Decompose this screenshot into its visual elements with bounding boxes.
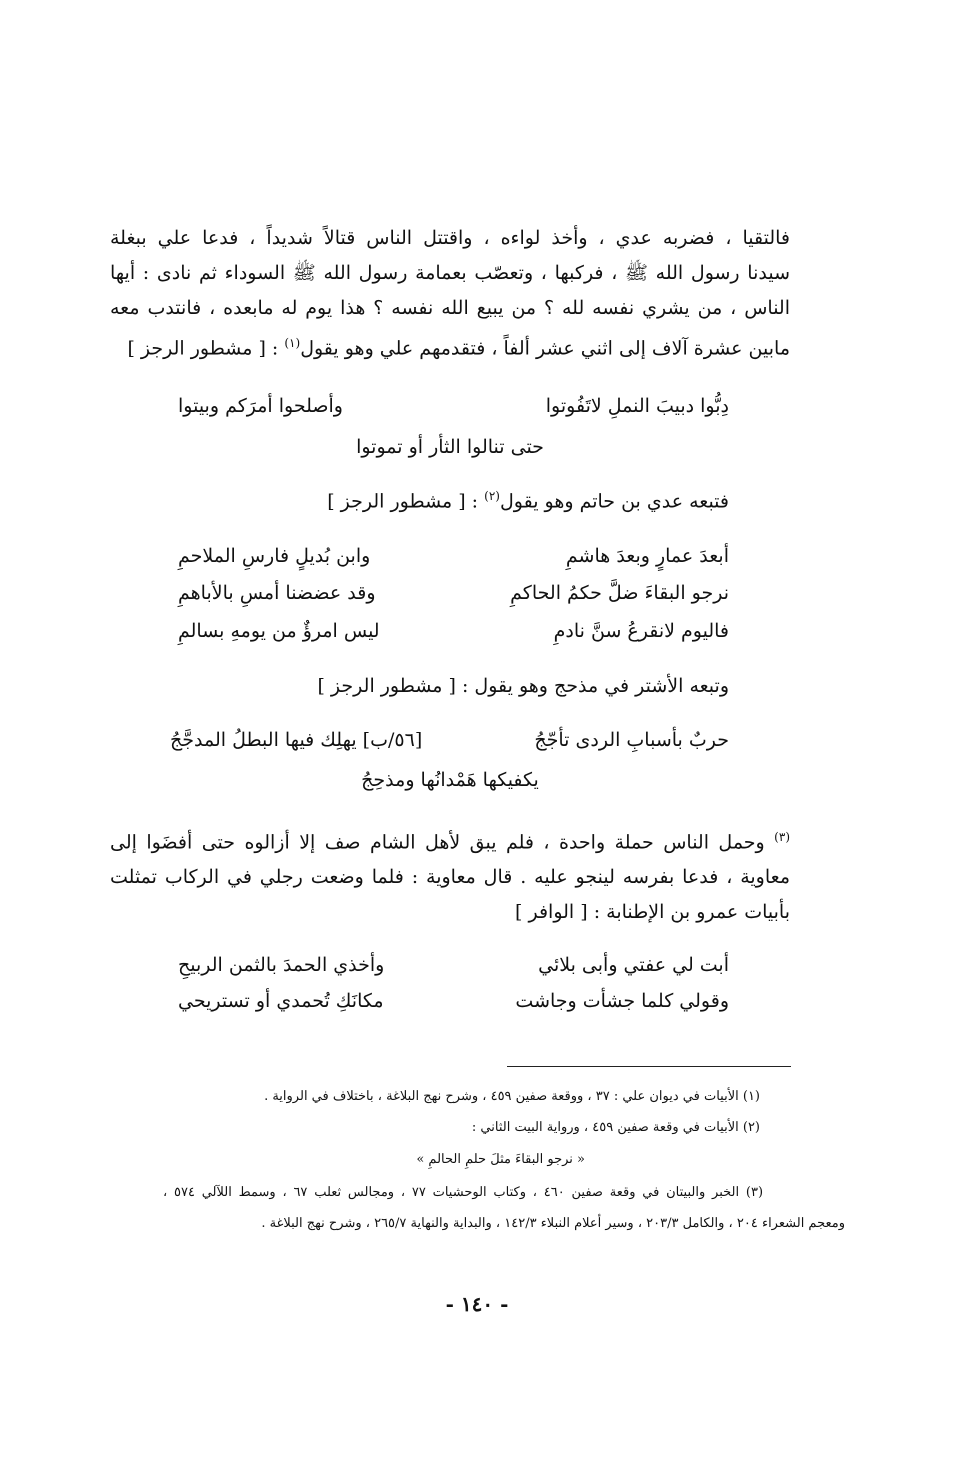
paragraph-line: الناس ، من يشري نفسه لله ؟ من يبيع الله نفسه ؟ هذا يوم له مابعده ، فانتدب معه [110,297,790,319]
verse-hemistich-first: نرجو البقاءَ ضلَّ حكمُ الحاكمِ [510,582,729,604]
page-number: - ١٤٠ - [445,1292,509,1316]
verse-hemistich-second: ليس امرؤٌ من يومهِ بسالمِ [178,620,380,642]
verse-closing-line: يكفيكها هَمْدانُها ومذحِجُ [361,769,539,791]
paragraph-line [110,326,790,366]
verse-hemistich-second: مكانَكِ تُحمدي أو تستريحي [178,990,384,1012]
verse-hemistich-second: وأخذي الحمدَ بالثمن الربيحِ [178,954,385,976]
footnote-3: (٣) الخبر والبيتان في وقعة صفين ٤٦٠ ، وكتاب الوحشيات ٧٧ ، ومجالس ثعلب ٦٧ ، وسمط اللآلي ٥٧٤ ، [163,1185,764,1200]
verse-hemistich-first: دِبُّوا دبيبَ النملِ لاتَفُوتوا [545,395,729,417]
paragraph-line-text: وحمل الناس حملة واحدة ، فلم يبق لأهل الشام صف إلا أزالوه حتى أفضَوا إلى [110,831,765,854]
footnote-ref-3: (٣) [774,830,790,844]
meter-label: : [ مشطور الرجز ] [327,490,479,513]
footnote-ref-2: (٢) [484,489,500,503]
verse-hemistich-first: أبت لي عفتي وأبى بلائي [538,954,729,976]
meter-label: : [ مشطور الرجز ] [127,337,279,360]
paragraph-line: سيدنا رسول الله ﷺ ، فركبها ، وتعصّب بعمامة رسول الله ﷺ السوداء ثم نادى : أيها [110,262,790,284]
paragraph-line: بأبيات عمرو بن الإطنابة : [ الوافر ] [515,901,790,924]
verse-hemistich-first: أبعدَ عمارٍ وبعدَ هاشمِ [565,545,729,567]
verse-hemistich-first: حربٌ بأسبابِ الردى تأجّجُ [534,729,729,751]
footnote-ref-1: (١) [284,336,301,350]
verse-hemistich-second: [٥٦/ب] يهلِك فيها البطلُ المدجَّجُ [170,729,423,751]
paragraph-line-text: مابين عشرة آلاف إلى اثني عشر ألفاً ، فتقدمهم علي وهو يقول [300,337,790,360]
verse-hemistich-second: وابن بُديلٍ فارسِ الملاحمِ [178,545,371,567]
paragraph-line: معاوية ، فدعا بفرسه لينجو عليه . قال معاوية : فلما وضعت رجلي في الركاب تمثلت [110,866,790,889]
verse-hemistich-first: وقولي كلما جشأت وجاشت [515,990,729,1012]
verse-hemistich-second: وأصلحوا أمرَكم وبيتوا [178,395,343,417]
verse-closing-line: حتى تنالوا الثأر أو تموتوا [356,436,544,458]
paragraph-muawiya [110,820,790,930]
paragraph-battle-narrative [110,221,790,366]
intro-text: فتبعه عدي بن حاتم وهو يقول [499,490,729,513]
verse-hemistich-first: فاليوم لانقرعُ سنَّ نادمِ [553,620,729,642]
intro-ashtar: وتبعه الأشتر في مذحج وهو يقول : [ مشطور الرجز ] [317,675,729,697]
footnote-1: (١) الأبيات في ديوان علي : ٣٧ ، ووقعة صفين ٤٥٩ ، وشرح نهج البلاغة ، باختلاف في الرواية . [264,1089,760,1104]
footnote-2: (٢) الأبيات في وقعة صفين ٤٥٩ ، ورواية البيت الثاني : [471,1120,760,1135]
verse-hemistich-second: وقد عضضنا أمسِ بالأباهمِ [178,582,376,604]
footnote-2-variant: « نرجو البقاءَ مثلَ حلمِ الحالمِ » [416,1152,585,1167]
paragraph-line [110,820,790,860]
intro-adi-bin-hatim [327,489,729,512]
paragraph-line: فالتقيا ، فضربه عدي ، وأخذ لواءه ، واقتتل الناس قتالاً شديداً ، فدعا علي ببغلة [110,227,790,249]
footnote-3-cont: ومعجم الشعراء ٢٠٤ ، والكامل ٢٠٣/٣ ، وسير أعلام النبلاء ١٤٢/٣ ، والبداية والنهاية ٢٦٥/٧ ، وشرح نهج البلاغة . [261,1216,845,1231]
footnote-separator [507,1066,791,1067]
